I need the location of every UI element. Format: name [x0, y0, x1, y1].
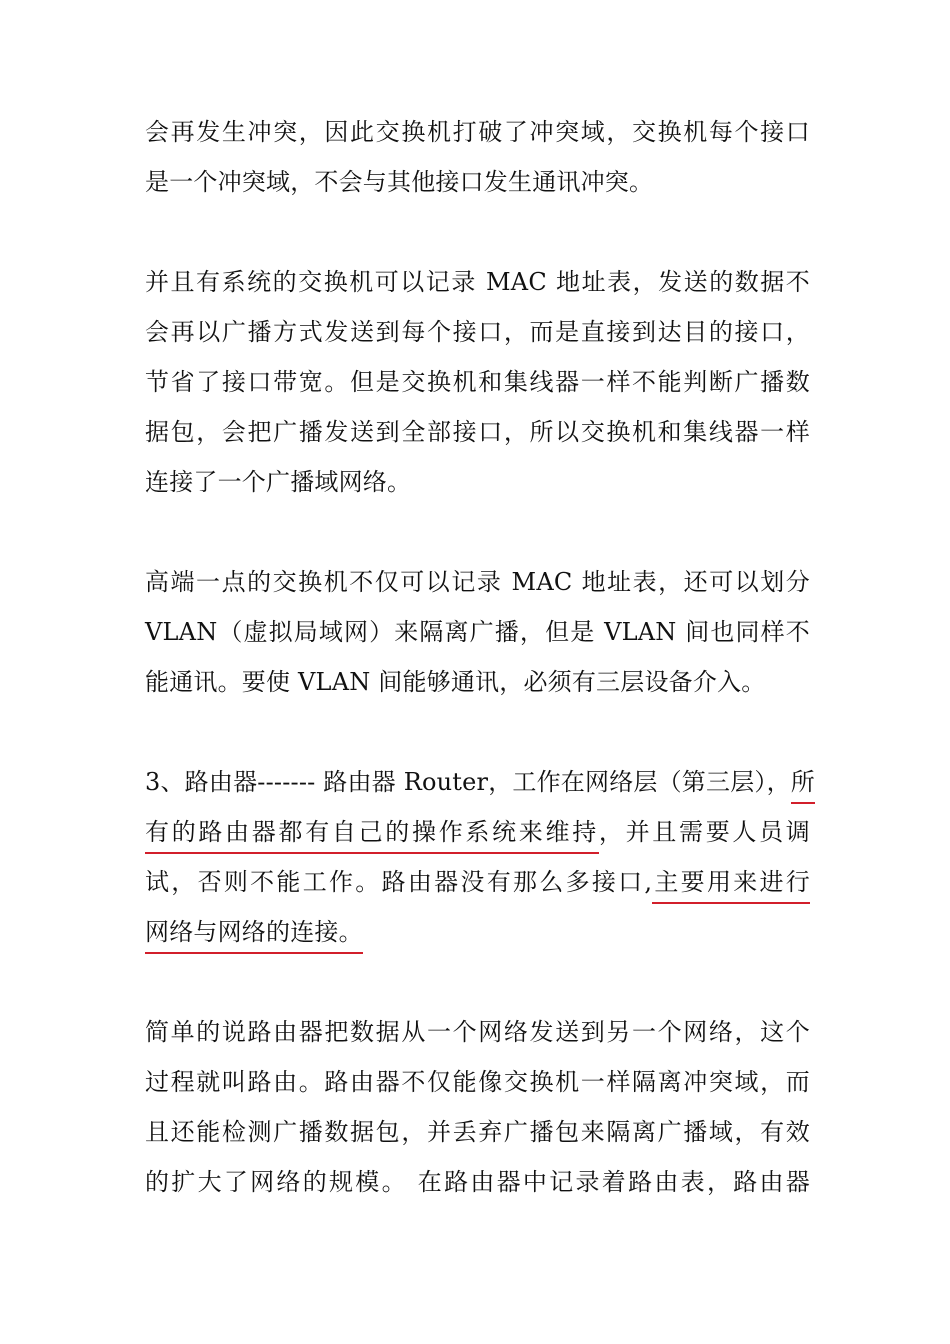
- paragraph-4-line-2: [145, 812, 810, 852]
- paragraph-4-line-2-text: ，并且需要人员调: [598, 818, 810, 846]
- paragraph-1-line-1: 会再发生冲突，因此交换机打破了冲突域，交换机每个接口: [145, 118, 810, 146]
- underlined-text: 有的路由器都有自己的操作系统来维持: [145, 818, 599, 854]
- underlined-text: 主要用来进行: [652, 868, 810, 904]
- paragraph-2-line-1: 并且有系统的交换机可以记录 MAC 地址表，发送的数据不: [145, 268, 810, 296]
- paragraph-1-line-2: 是一个冲突域，不会与其他接口发生通讯冲突。: [145, 168, 654, 196]
- paragraph-5-line-4: 的扩大了网络的规模。 在路由器中记录着路由表，路由器: [145, 1168, 810, 1196]
- paragraph-4-line-1-text: 3、路由器------- 路由器 Router，工作在网络层（第三层），: [145, 768, 791, 796]
- paragraph-5-line-3: 且还能检测广播数据包，并丢弃广播包来隔离广播域，有效: [145, 1118, 810, 1146]
- paragraph-2-line-2: 会再以广播方式发送到每个接口，而是直接到达目的接口，: [145, 318, 810, 346]
- paragraph-2-line-4: 据包，会把广播发送到全部接口，所以交换机和集线器一样: [145, 418, 810, 446]
- paragraph-3-line-2: VLAN（虚拟局域网）来隔离广播，但是 VLAN 间也同样不: [145, 618, 810, 646]
- paragraph-4-line-3: [145, 862, 810, 902]
- paragraph-5-line-2: 过程就叫路由。路由器不仅能像交换机一样隔离冲突域，而: [145, 1068, 810, 1096]
- paragraph-4-line-4: [145, 912, 810, 952]
- paragraph-3-line-3: 能通讯。要使 VLAN 间能够通讯，必须有三层设备介入。: [145, 668, 766, 696]
- paragraph-3-line-1: 高端一点的交换机不仅可以记录 MAC 地址表，还可以划分: [145, 568, 810, 596]
- paragraph-4-line-1: [145, 762, 815, 802]
- paragraph-4-line-3-text: 试，否则不能工作。路由器没有那么多接口,: [145, 868, 653, 896]
- paragraph-2-line-5: 连接了一个广播域网络。: [145, 468, 412, 496]
- paragraph-2-line-3: 节省了接口带宽。但是交换机和集线器一样不能判断广播数: [145, 368, 810, 396]
- paragraph-5-line-1: 简单的说路由器把数据从一个网络发送到另一个网络，这个: [145, 1018, 810, 1046]
- underlined-text: 所: [791, 768, 815, 804]
- underlined-text: 网络与网络的连接。: [145, 918, 363, 954]
